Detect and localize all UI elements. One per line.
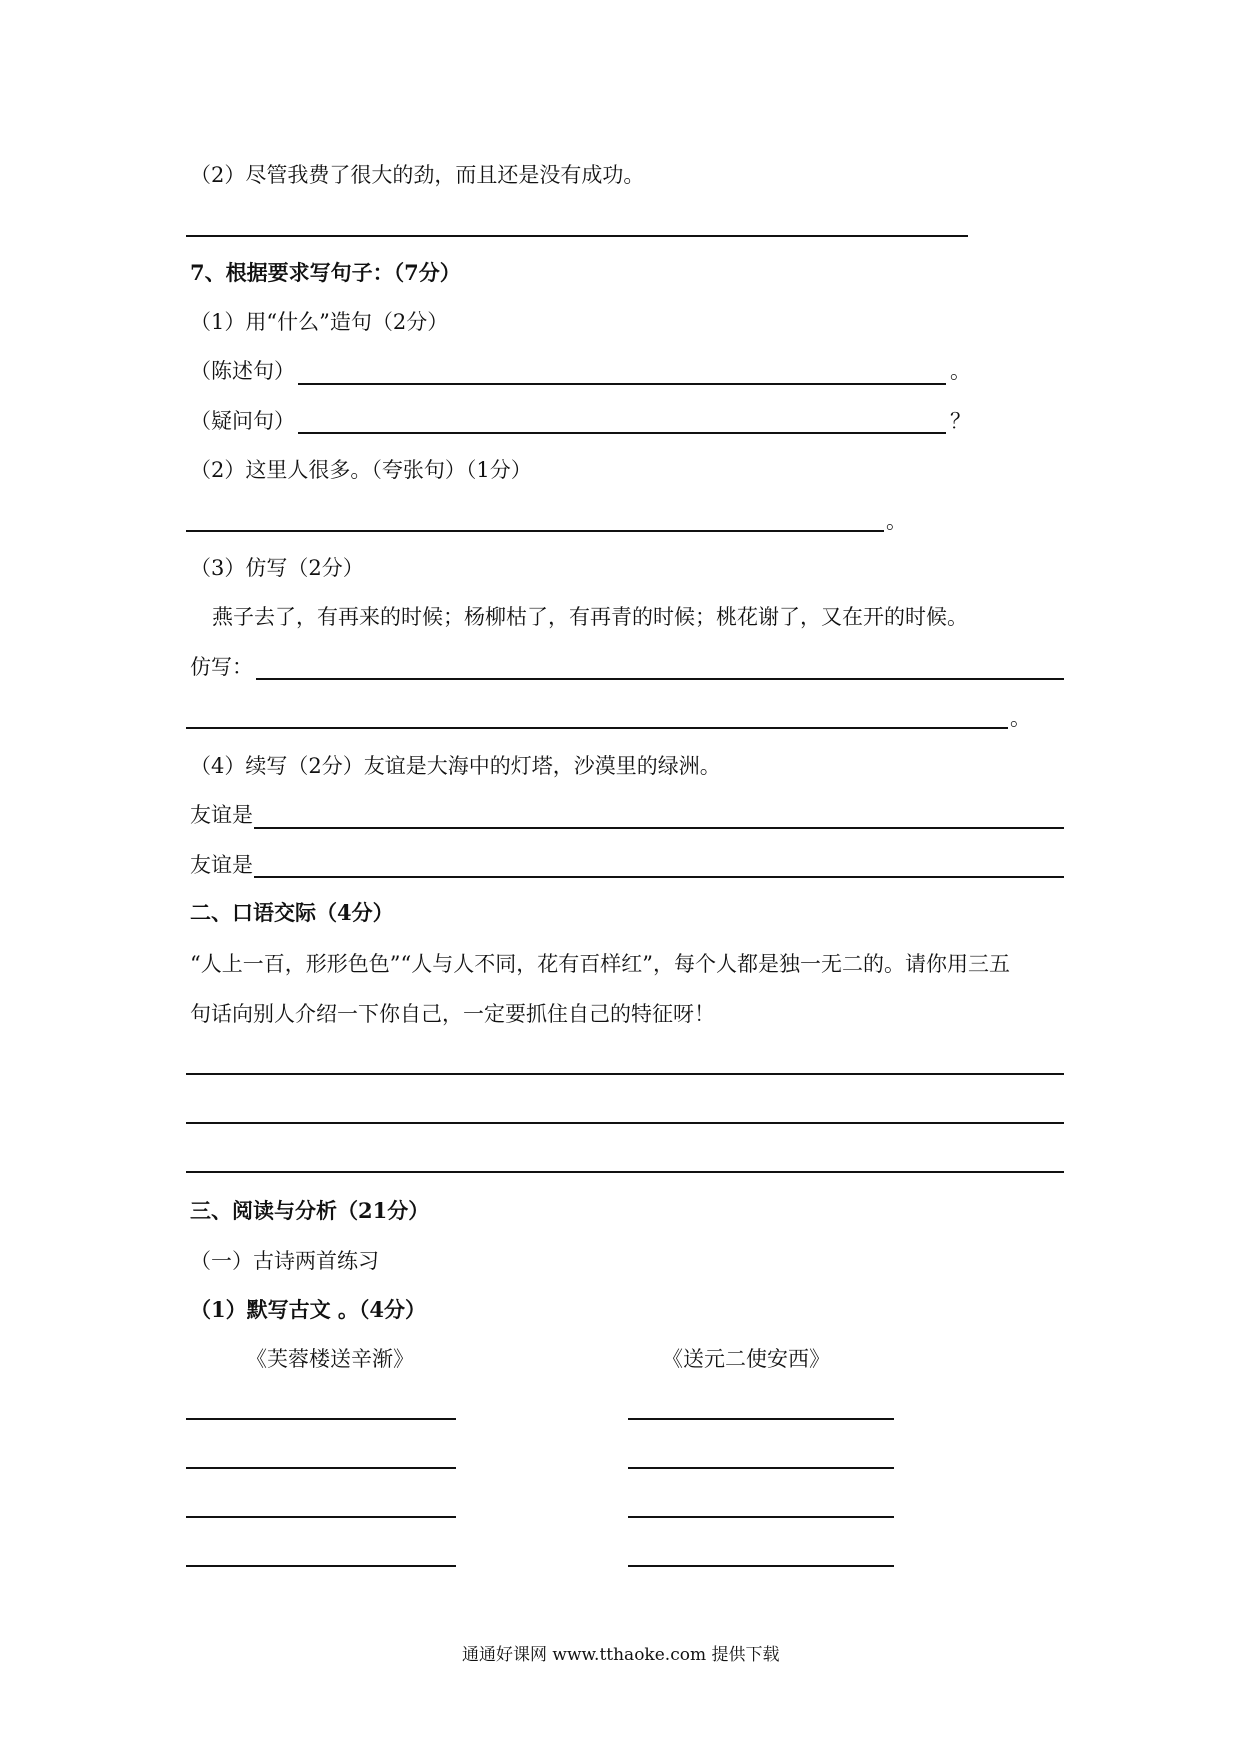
q6-part2-text: （2）尽管我费了很大的劲，而且还是没有成功。 bbox=[190, 163, 645, 187]
q7-p2-end: 。 bbox=[886, 509, 907, 533]
q7-p4-answer-line-1[interactable] bbox=[254, 827, 1064, 829]
poem1-answer-line-1[interactable] bbox=[186, 1418, 456, 1420]
q7-p4-answer-line-2[interactable] bbox=[254, 876, 1064, 878]
poem2-answer-line-3[interactable] bbox=[628, 1516, 894, 1518]
q7-p3-end: 。 bbox=[1010, 706, 1031, 730]
q7-p2-answer-line[interactable] bbox=[186, 530, 884, 532]
q7-heading: 7、根据要求写句子：（7分） bbox=[190, 260, 461, 285]
poem1-answer-line-4[interactable] bbox=[186, 1565, 456, 1567]
section2-prompt-line2: 句话向别人介绍一下你自己，一定要抓住自己的特征呀！ bbox=[190, 1002, 715, 1026]
q7-p4-label: （4）续写（2分）友谊是大海中的灯塔，沙漠里的绿洲。 bbox=[190, 754, 721, 778]
q7-declarative-end: 。 bbox=[950, 359, 971, 383]
q6-part2-answer-line[interactable] bbox=[186, 235, 968, 237]
section3-heading: 三、阅读与分析（21分） bbox=[190, 1198, 430, 1223]
q7-declarative-label: （陈述句） bbox=[190, 359, 295, 383]
q7-interrogative-answer-line[interactable] bbox=[298, 432, 946, 434]
poem1-title: 《芙蓉楼送辛渐》 bbox=[246, 1347, 414, 1371]
page-footer: 通通好课网 www.tthaoke.com 提供下载 bbox=[462, 1645, 780, 1665]
poem2-answer-line-2[interactable] bbox=[628, 1467, 894, 1469]
section2-answer-line-1[interactable] bbox=[186, 1073, 1064, 1075]
q7-p3-label: （3）仿写（2分） bbox=[190, 556, 364, 580]
q7-p4-prefix-1: 友谊是 bbox=[190, 803, 253, 827]
section2-answer-line-3[interactable] bbox=[186, 1171, 1064, 1173]
q7-declarative-answer-line[interactable] bbox=[298, 383, 946, 385]
q7-interrogative-label: （疑问句） bbox=[190, 409, 295, 433]
poem1-answer-line-2[interactable] bbox=[186, 1467, 456, 1469]
poem2-answer-line-1[interactable] bbox=[628, 1418, 894, 1420]
q7-p3-prompt: 仿写： bbox=[190, 655, 253, 679]
q7-interrogative-end: ？ bbox=[950, 409, 971, 433]
q7-p2-label: （2）这里人很多。（夸张句）（1分） bbox=[190, 458, 532, 482]
q7-p4-prefix-2: 友谊是 bbox=[190, 853, 253, 877]
section2-prompt-line1: “人上一百，形形色色”“人与人不同，花有百样红”，每个人都是独一无二的。请你用三五 bbox=[190, 952, 1010, 976]
section2-heading: 二、口语交际（4分） bbox=[190, 900, 394, 925]
section3-q1: （1）默写古文 。（4分） bbox=[190, 1297, 427, 1322]
q7-p1-label: （1）用“什么”造句（2分） bbox=[190, 310, 449, 334]
poem2-answer-line-4[interactable] bbox=[628, 1565, 894, 1567]
q7-p3-answer-line-2[interactable] bbox=[186, 727, 1008, 729]
section2-answer-line-2[interactable] bbox=[186, 1122, 1064, 1124]
poem1-answer-line-3[interactable] bbox=[186, 1516, 456, 1518]
q7-p3-model-sentence: 燕子去了，有再来的时候；杨柳枯了，有再青的时候；桃花谢了，又在开的时候。 bbox=[212, 605, 968, 629]
section3-sub1: （一）古诗两首练习 bbox=[190, 1249, 379, 1273]
q7-p3-answer-line-1[interactable] bbox=[256, 678, 1064, 680]
poem2-title: 《送元二使安西》 bbox=[662, 1347, 830, 1371]
